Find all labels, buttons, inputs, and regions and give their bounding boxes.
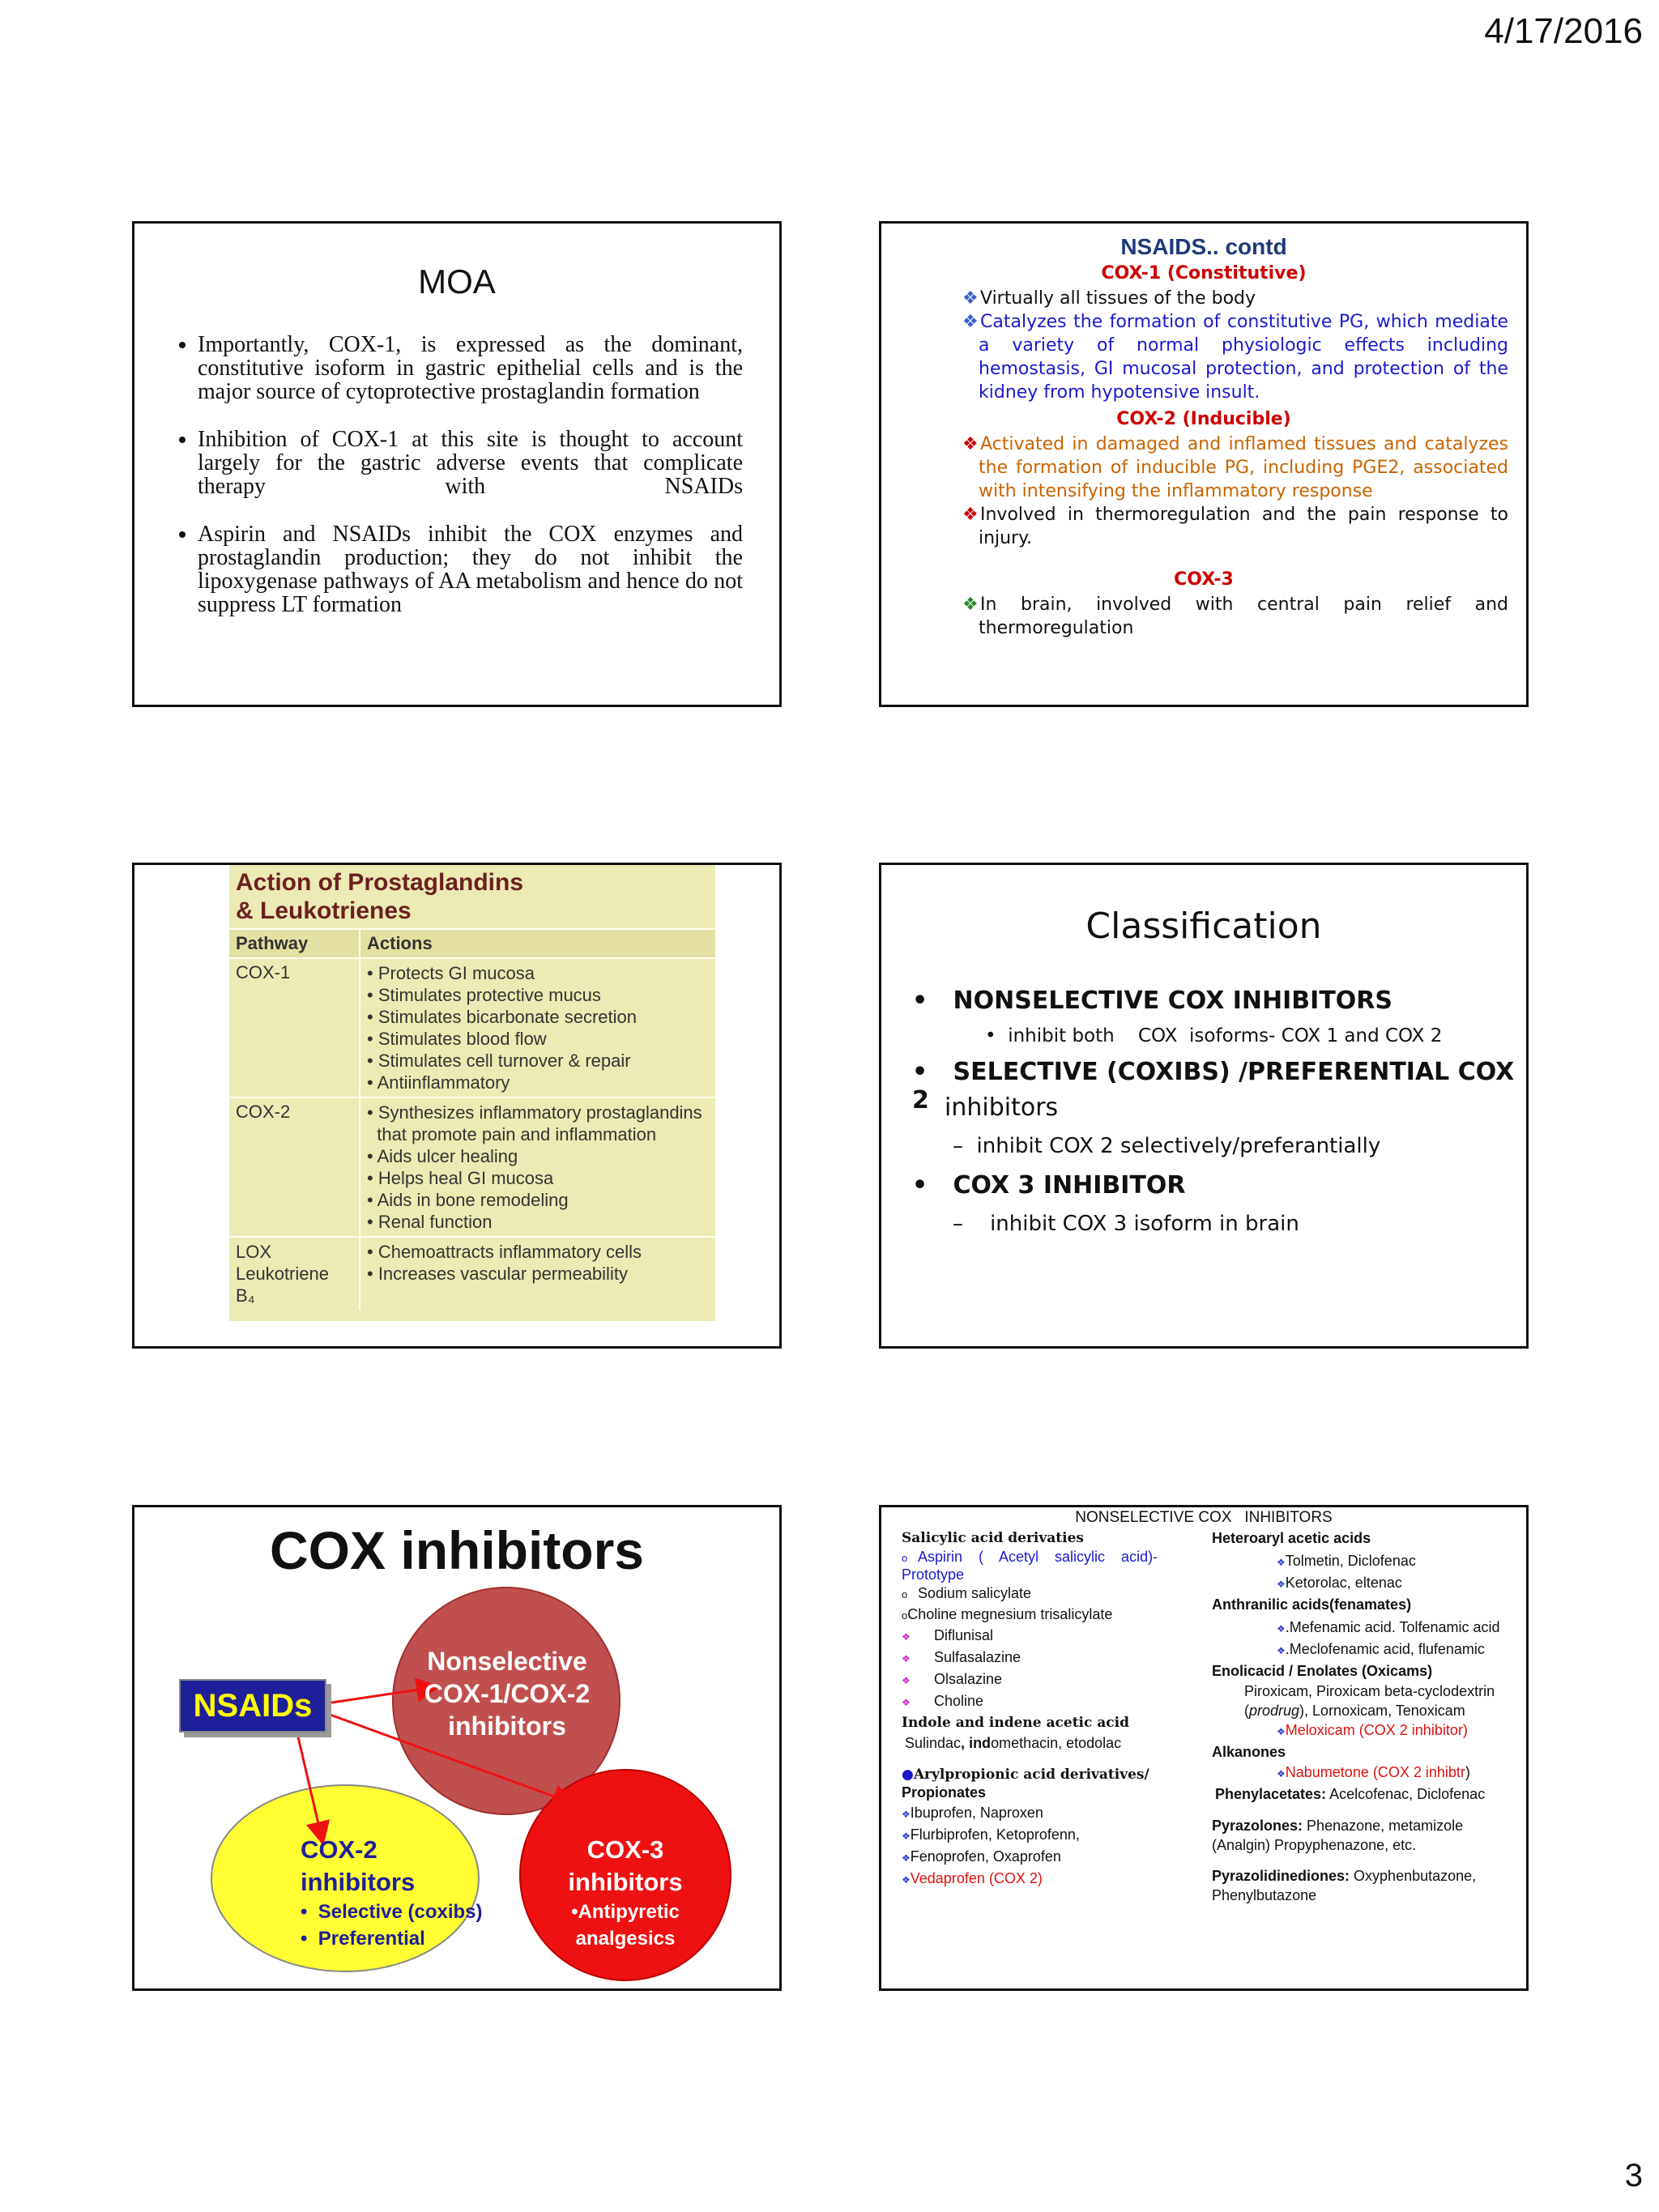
list-item: Phenylacetates: Acelcofenac, Diclofenac	[1215, 1786, 1486, 1802]
list-item: ❖.Meclofenamic acid, flufenamic	[1277, 1641, 1485, 1657]
left-column	[902, 1528, 1205, 1890]
bullet-list	[167, 333, 743, 641]
list-item: Piroxicam, Piroxicam beta-cyclodextrin	[1244, 1683, 1495, 1699]
cox2-label: COX-2 inhibitors • Selective (coxibs) • Preferential	[301, 1835, 483, 1950]
bullet-item: • Importantly, COX-1, is expressed as the dominant, constitutive isoform in gastric epithelial cells and is the major source of cytoprotective prostaglandin formation	[198, 333, 743, 403]
nsaids-box: NSAIDs	[179, 1679, 326, 1733]
pathway-cell: COX-1	[236, 962, 291, 982]
diamond-bullet-icon: ❖	[902, 1852, 911, 1864]
diamond-bullet-icon: ❖	[962, 288, 979, 309]
list-item: ❖ Choline	[902, 1691, 1205, 1713]
list-item: o Sodium salicylate	[902, 1583, 1205, 1605]
group-heading: Propionates	[902, 1784, 987, 1801]
column-header: Actions	[359, 930, 715, 957]
list-item: ❖Vedaprofen (COX 2)	[902, 1870, 1043, 1886]
diamond-bullet-icon: ❖	[962, 434, 979, 454]
date-label: 4/17/2016	[1484, 11, 1643, 51]
diamond-bullet-icon: ❖	[902, 1697, 911, 1708]
group-heading: Indole and indene acetic acid	[902, 1715, 1129, 1731]
list-item: Pyrazolidinediones: Oxyphenbutazone, Phenylbutazone	[1212, 1868, 1477, 1903]
slide-moa	[132, 221, 782, 707]
page-number: 3	[1624, 2158, 1643, 2193]
list-item: Sulindac, indomethacin, etodolac	[905, 1735, 1122, 1751]
diamond-bullet-icon: ❖	[902, 1675, 911, 1686]
list-item: ❖Flurbiprofen, Ketoprofenn,	[902, 1826, 1080, 1843]
list-item: • NONSELECTIVE COX INHIBITORS	[912, 987, 1393, 1015]
diamond-bullet-icon: ❖	[1277, 1645, 1286, 1656]
list-item: ❖ Activated in damaged and inflamed tissues and catalyzes the formation of inducible PG, including PGE2, associated with intensifying the inflammatory response	[962, 434, 1508, 501]
diamond-bullet-icon: ❖	[902, 1809, 911, 1820]
diamond-bullet-icon: ❖	[902, 1831, 911, 1842]
diamond-bullet-icon: ❖	[1277, 1557, 1286, 1568]
list-item: ❖Nabumetone (COX 2 inhibtr)	[1277, 1764, 1470, 1780]
nonselective-label: Nonselective COX-1/COX-2 inhibitors	[424, 1647, 591, 1741]
table-row	[229, 957, 715, 1097]
slide-title: MOA	[418, 262, 496, 300]
bullet-item: • Inhibition of COX-1 at this site is thought to account largely for the gastric adverse events that complicate therapy with NSAIDs	[198, 428, 743, 498]
list-item: Pyrazolones: Phenazone, metamizole (Analgin) Propyphenazone, etc.	[1212, 1818, 1464, 1853]
circle-bullet-icon: o	[902, 1609, 908, 1622]
table-row	[229, 1097, 715, 1236]
list-item: – inhibit COX 2 selectively/preferantially	[953, 1134, 1381, 1158]
diamond-bullet-icon: ❖	[1277, 1623, 1286, 1634]
list-item: inhibitors	[945, 1093, 1059, 1122]
list-item: ❖ Diflunisal	[902, 1626, 1205, 1647]
column-header: Pathway	[236, 933, 309, 953]
list-item: ❖.Mefenamic acid. Tolfenamic acid	[1277, 1619, 1500, 1635]
list-item: ❖Tolmetin, Diclofenac	[1277, 1553, 1416, 1569]
list-item: (prodrug), Lornoxicam, Tenoxicam	[1244, 1703, 1465, 1719]
right-column	[1212, 1528, 1528, 1905]
slide-cox-inhibitors	[132, 1505, 782, 1991]
slide-title: COX inhibitors	[270, 1520, 644, 1580]
list-item: oCholine megnesium trisalicylate	[902, 1606, 1113, 1622]
group-heading: Salicylic acid derivaties	[902, 1530, 1084, 1546]
circle-bullet-icon: o	[902, 1552, 908, 1564]
cox3-label: COX-3 inhibitors •Antipyretic analgesics	[568, 1835, 683, 1950]
group-heading: Enolicacid / Enolates (Oxicams)	[1212, 1663, 1433, 1679]
group-heading: Heteroaryl acetic acids	[1212, 1530, 1371, 1546]
diamond-bullet-icon: ❖	[962, 312, 979, 332]
list-item: ❖ Virtually all tissues of the body	[962, 288, 1256, 309]
dot-bullet-icon: ●	[902, 1767, 914, 1783]
diamond-bullet-icon: ❖	[1277, 1726, 1286, 1737]
slide-nsaids-contd	[879, 221, 1529, 707]
action-table	[229, 865, 715, 1321]
table-header-row	[229, 928, 715, 957]
cox1-heading: COX-1 (Constitutive)	[1101, 263, 1307, 283]
diamond-bullet-icon: ❖	[1277, 1768, 1286, 1779]
table-title: Action of Prostaglandins & Leukotrienes	[236, 869, 524, 924]
list-item: ❖ Involved in thermoregulation and the pain response to injury.	[962, 505, 1508, 548]
diamond-bullet-icon: ❖	[902, 1874, 911, 1886]
list-item: • SELECTIVE (COXIBS) /PREFERENTIAL COX 2	[912, 1058, 1515, 1115]
list-item: o Aspirin ( Acetyl salicylic acid)-	[902, 1549, 1158, 1565]
list-item: ❖ Olsalazine	[902, 1669, 1205, 1691]
list-item: ❖Meloxicam (COX 2 inhibitor)	[1277, 1722, 1468, 1738]
slide-title: Classification	[1085, 906, 1322, 947]
bullet-item: • Aspirin and NSAIDs inhibit the COX enzymes and prostaglandin production; they do not inhibit the lipoxygenase pathways of AA metabolism and hence do not suppress LT formation	[198, 522, 743, 616]
slide-nonselective-list	[879, 1505, 1529, 1991]
list-item: – inhibit COX 3 isoform in brain	[953, 1212, 1299, 1236]
slide-action-table	[132, 863, 782, 1349]
diamond-bullet-icon: ❖	[962, 505, 979, 525]
list-item: ❖Ketorolac, eltenac	[1277, 1575, 1402, 1591]
group-heading: Anthranilic acids(fenamates)	[1212, 1596, 1412, 1613]
list-item: • COX 3 INHIBITOR	[912, 1171, 1186, 1200]
list-item: ❖Fenoprofen, Oxaprofen	[902, 1848, 1061, 1865]
slide-title: NSAIDS.. contd	[1120, 234, 1287, 259]
list-item: • inhibit both COX isoforms- COX 1 and COX 2	[985, 1025, 1443, 1046]
diamond-bullet-icon: ❖	[962, 595, 979, 615]
list-item: ❖ Sulfasalazine	[902, 1647, 1205, 1669]
table-row	[229, 1236, 715, 1310]
slide-classification	[879, 863, 1529, 1349]
list-item: ❖ Catalyzes the formation of constitutive PG, which mediate a variety of normal physiologic effects including hemostasis, GI mucosal protection, and protection of the kidney from hypotensive insult.	[962, 312, 1508, 403]
cox2-heading: COX-2 (Inducible)	[1116, 409, 1291, 429]
diamond-bullet-icon: ❖	[902, 1653, 911, 1664]
group-heading: ●Arylpropionic acid derivatives/	[902, 1767, 1149, 1783]
pathway-cell: LOX Leukotriene B₄	[236, 1242, 329, 1306]
cox3-heading: COX-3	[1174, 569, 1234, 590]
circle-bullet-icon: o	[902, 1588, 908, 1600]
list-item: ❖ In brain, involved with central pain relief and thermoregulation	[962, 595, 1508, 638]
pathway-cell: COX-2	[236, 1102, 291, 1122]
list-item: Prototype	[902, 1566, 965, 1583]
slide-title: NONSELECTIVE COX INHIBITORS	[1075, 1509, 1333, 1526]
diamond-bullet-icon: ❖	[902, 1631, 911, 1643]
actions-cell: • Protects GI mucosa • Stimulates protective mucus • Stimulates bicarbonate secretion • Stimulates blood flow • Stimulates cell turnover & repair • Antiinflammatory	[359, 959, 715, 1097]
actions-cell: • Chemoattracts inflammatory cells • Increases vascular permeability	[359, 1238, 715, 1310]
actions-cell: • Synthesizes inflammatory prostaglandins that promote pain and inflammation • Aids ulcer healing • Helps heal GI mucosa • Aids in bone remodeling • Renal function	[359, 1098, 715, 1236]
diamond-bullet-icon: ❖	[1277, 1579, 1286, 1590]
group-heading: Alkanones	[1212, 1744, 1286, 1760]
list-item: ❖Ibuprofen, Naproxen	[902, 1805, 1043, 1821]
